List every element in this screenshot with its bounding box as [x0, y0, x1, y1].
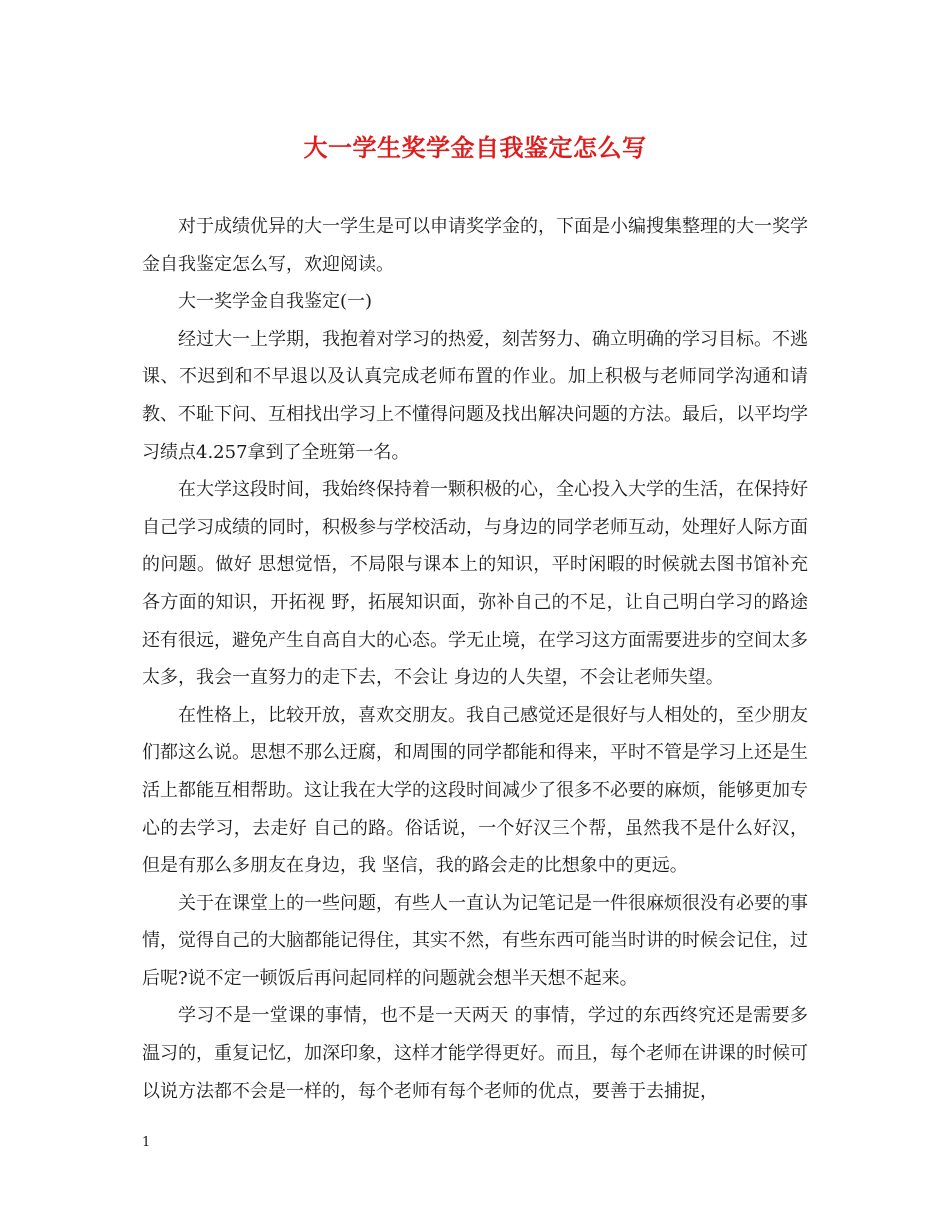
- document-body: [142, 208, 808, 1110]
- paragraph: 在性格上，比较开放，喜欢交朋友。我自己感觉还是很好与人相处的，至少朋友们都这么说。思想不那么迂腐，和周围的同学都能和得来，平时不管是学习上还是生活上都能互相帮助。这让我在大学的这段时间减少了很多不必要的麻烦，能够更加专心的去学习，去走好 自己的路。俗话说，一个好汉三个帮，虽然我不是什么好汉，但是有那么多朋友在身边，我 坚信，我的路会走的比想象中的更远。: [142, 704, 808, 877]
- paragraph: 在大学这段时间，我始终保持着一颗积极的心，全心投入大学的生活，在保持好自己学习成绩的同时，积极参与学校活动，与身边的同学老师互动，处理好人际方面的问题。做好 思想觉悟，不局限与课本上的知识，平时闲暇的时候就去图书馆补充各方面的知识，开拓视 野，拓展知识面，弥补自己的不足，让自己明白学习的路途还有很远，避免产生自高自大的心态。学无止境，在学习这方面需要进步的空间太多太多，我会一直努力的走下去，不会让 身边的人失望，不会让老师失望。: [142, 479, 808, 689]
- page-title: 大一学生奖学金自我鉴定怎么写: [303, 133, 647, 162]
- paragraph: 学习不是一堂课的事情，也不是一天两天 的事情，学过的东西终究还是需要多温习的，重复记忆，加深印象，这样才能学得更好。而且，每个老师在讲课的时候可以说方法都不会是一样的，每个老师有每个老师的优点，要善于去捕捉，: [142, 1005, 808, 1102]
- section-heading: 大一奖学金自我鉴定(一): [178, 291, 373, 313]
- page-number: 1: [142, 1135, 151, 1150]
- paragraph-intro: 对于成绩优异的大一学生是可以申请奖学金的，下面是小编搜集整理的大一奖学金自我鉴定怎么写，欢迎阅读。: [142, 216, 808, 275]
- paragraph: 经过大一上学期，我抱着对学习的热爱，刻苦努力、确立明确的学习目标。不逃课、不迟到和不早退以及认真完成老师布置的作业。加上积极与老师同学沟通和请教、不耻下问、互相找出学习上不懂得问题及找出解决问题的方法。最后，以平均学习绩点4.257拿到了全班第一名。: [142, 328, 808, 463]
- paragraph: 关于在课堂上的一些问题，有些人一直认为记笔记是一件很麻烦很没有必要的事情，觉得自己的大脑都能记得住，其实不然，有些东西可能当时讲的时候会记住，过后呢?说不定一顿饭后再问起同样的问题就会想半天想不起来。: [142, 892, 808, 989]
